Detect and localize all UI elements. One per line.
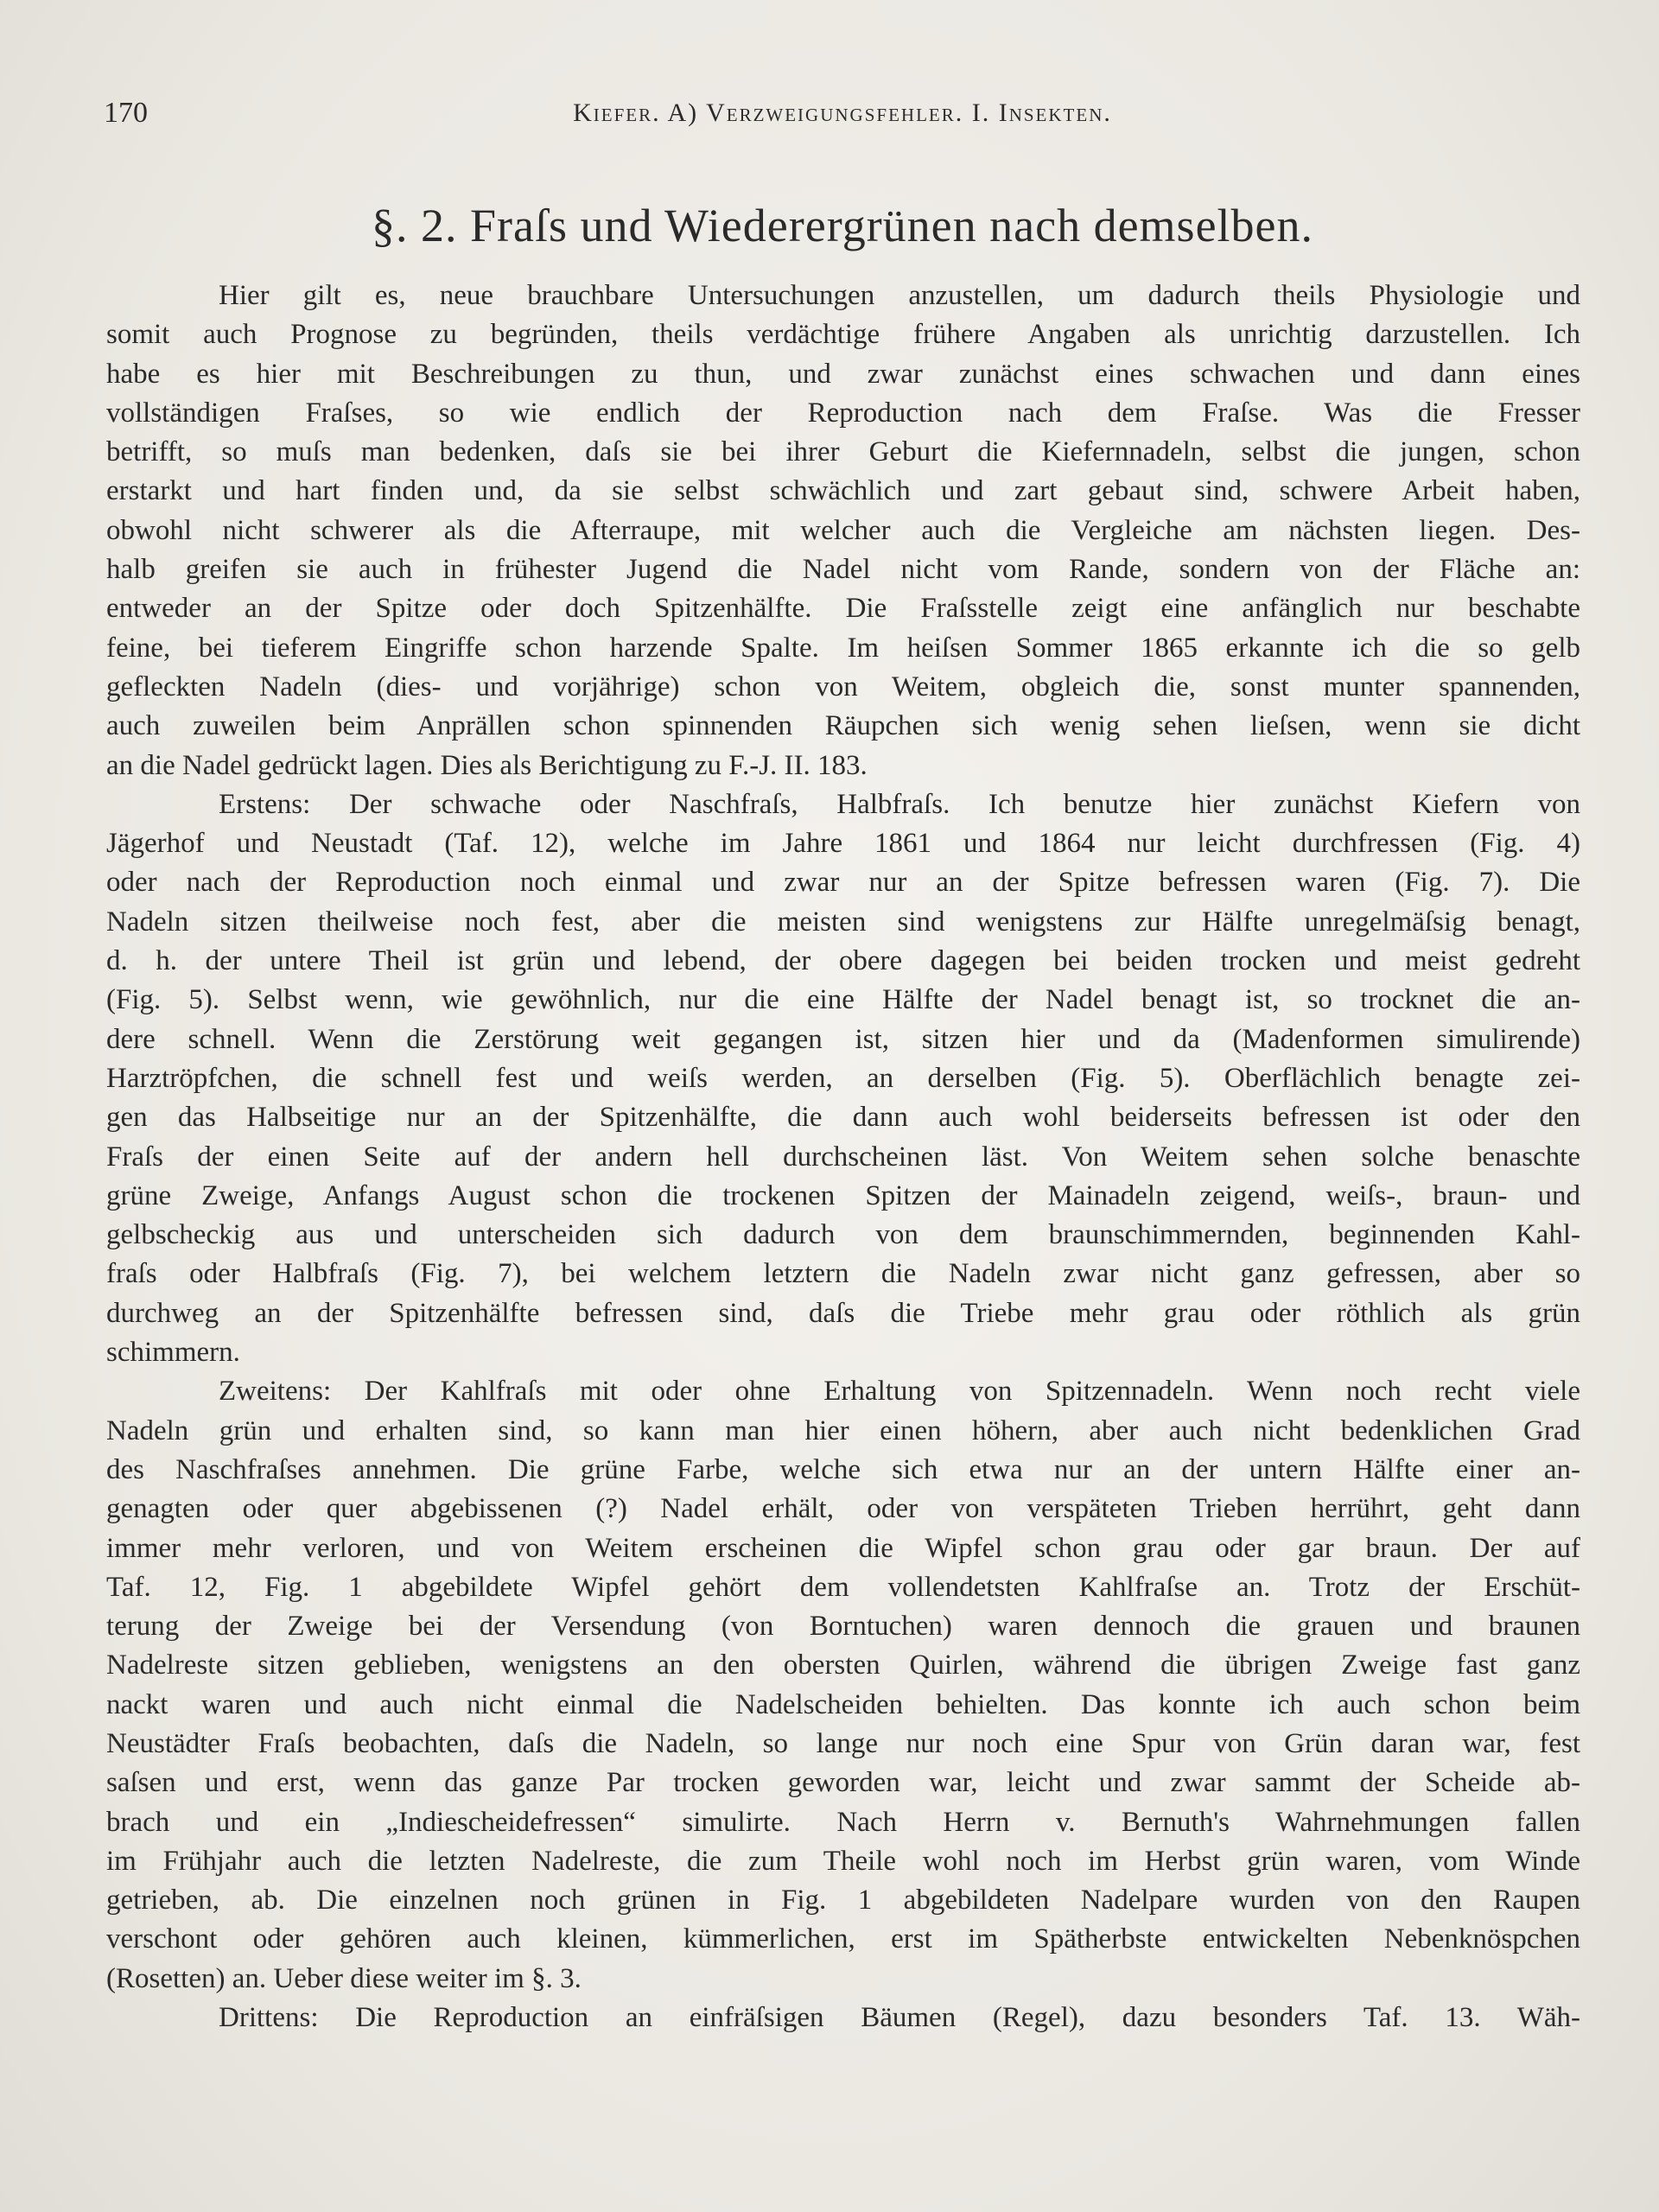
text-line: fraſs oder Halbfraſs (Fig. 7), bei welchem letztern die Nadeln zwar nicht ganz gefressen, aber so	[106, 1258, 1580, 1290]
text-line: nackt waren und auch nicht einmal die Nadelscheiden behielten. Das konnte ich auch schon beim	[106, 1688, 1580, 1720]
text-line: habe es hier mit Beschreibungen zu thun, und zwar zunächst eines schwachen und dann eines	[106, 358, 1580, 390]
text-line-zweitens: Zweitens: Der Kahlfraſs mit oder ohne Erhaltung von Spitzennadeln. Wenn noch recht viele	[219, 1376, 1580, 1408]
text-line: gefleckten Nadeln (dies- und vorjährige) schon von Weitem, obgleich die, sonst munter spannenden,	[106, 671, 1580, 702]
text-line: vollständigen Fraſses, so wie endlich der Reproduction nach dem Fraſse. Was die Fresser	[106, 397, 1580, 429]
text-line: gelbscheckig aus und unterscheiden sich dadurch von dem braunschimmernden, beginnenden Kahl-	[106, 1219, 1580, 1251]
text-line: genagten oder quer abgebissenen (?) Nadel erhält, oder von verspäteten Trieben herrührt, geht dann	[106, 1493, 1580, 1525]
text-line: oder nach der Reproduction noch einmal und zwar nur an der Spitze befressen waren (Fig. 7). Die	[106, 867, 1580, 899]
text-line: entweder an der Spitze oder doch Spitzenhälfte. Die Fraſsstelle zeigt eine anfänglich nur beschabte	[106, 593, 1580, 625]
text-line: halb greifen sie auch in frühester Jugend die Nadel nicht vom Rande, sondern von der Fläche an:	[106, 554, 1580, 586]
text-line: grüne Zweige, Anfangs August schon die trockenen Spitzen der Mainadeln zeigend, weiſs-, braun- und	[106, 1179, 1580, 1211]
text-line: verschont oder gehören auch kleinen, kümmerlichen, erst im Spätherbste entwickelten Nebenknöspchen	[106, 1923, 1580, 1955]
text-line: gen das Halbseitige nur an der Spitzenhälfte, die dann auch wohl beiderseits befressen ist oder den	[106, 1102, 1580, 1134]
text-line: Nadelreste sitzen geblieben, wenigstens an den obersten Quirlen, während die übrigen Zweige fast ganz	[106, 1649, 1580, 1681]
text-line: auch zuweilen beim Anprällen schon spinnenden Räupchen sich wenig sehen lieſsen, wenn sie dicht	[106, 710, 1580, 742]
text-line: Harztröpfchen, die schnell fest und weiſs werden, an derselben (Fig. 5). Oberflächlich benagte zei-	[106, 1062, 1580, 1094]
text-line: Nadeln sitzen theilweise noch fest, aber die meisten sind wenigstens zur Hälfte unregelmäſsig benagt,	[106, 906, 1580, 938]
text-line: schimmern.	[106, 1337, 240, 1369]
text-line: Fraſs der einen Seite auf der andern hell durchscheinen läst. Von Weitem sehen solche benaschte	[106, 1141, 1580, 1173]
text-line: betrifft, so muſs man bedenken, daſs sie bei ihrer Geburt die Kiefernnadeln, selbst die jungen, schon	[106, 436, 1580, 468]
text-line: (Fig. 5). Selbst wenn, wie gewöhnlich, nur die eine Hälfte der Nadel benagt ist, so trocknet die an-	[106, 984, 1580, 1016]
text-line: Nadeln grün und erhalten sind, so kann man hier einen höhern, aber auch nicht bedenklichen Grad	[106, 1414, 1580, 1446]
text-line: (Rosetten) an. Ueber diese weiter im §. 3.	[106, 1962, 582, 1994]
text-line: an die Nadel gedrückt lagen. Dies als Berichtigung zu F.-J. II. 183.	[106, 749, 868, 781]
section-title: §. 2. Fraſs und Wiederergrünen nach demselben.	[371, 200, 1314, 251]
text-line: obwohl nicht schwerer als die Afterraupe, mit welcher auch die Vergleiche am nächsten liegen. Des-	[106, 514, 1580, 546]
text-line: feine, bei tieferem Eingriffe schon harzende Spalte. Im heiſsen Sommer 1865 erkannte ich die so gelb	[106, 632, 1580, 664]
page-header	[104, 97, 1581, 140]
text-line: somit auch Prognose zu begründen, theils verdächtige frühere Angaben als unrichtig darzustellen. Ich	[106, 319, 1580, 351]
text-line: durchweg an der Spitzenhälfte befressen sind, daſs die Triebe mehr grau oder röthlich als grün	[106, 1297, 1580, 1329]
text-line: Taf. 12, Fig. 1 abgebildete Wipfel gehört dem vollendetsten Kahlfraſse an. Trotz der Erschüt-	[106, 1571, 1580, 1603]
text-line: immer mehr verloren, und von Weitem erscheinen die Wipfel schon grau oder gar braun. Der auf	[106, 1532, 1580, 1564]
text-line: Neustädter Fraſs beobachten, daſs die Nadeln, so lange nur noch eine Spur von Grün daran war, fest	[106, 1727, 1580, 1759]
text-line: erstarkt und hart finden und, da sie selbst schwächlich und zart gebaut sind, schwere Arbeit haben,	[106, 475, 1580, 507]
text-line: terung der Zweige bei der Versendung (von Borntuchen) waren dennoch die grauen und braunen	[106, 1611, 1580, 1643]
body-text	[106, 276, 1580, 2037]
text-line: des Naschfraſses annehmen. Die grüne Farbe, welche sich etwa nur an der untern Hälfte einer an-	[106, 1453, 1580, 1485]
text-line: dere schnell. Wenn die Zerstörung weit gegangen ist, sitzen hier und da (Madenformen simulirende)	[106, 1023, 1580, 1055]
page-number: 170	[104, 97, 148, 129]
text-line: brach und ein „Indiescheidefressen“ simulirte. Nach Herrn v. Bernuth's Wahrnehmungen fallen	[106, 1806, 1580, 1838]
text-line: Jägerhof und Neustadt (Taf. 12), welche im Jahre 1861 und 1864 nur leicht durchfressen (Fig. 4)	[106, 828, 1580, 860]
text-line: Hier gilt es, neue brauchbare Untersuchungen anzustellen, um dadurch theils Physiologie und	[219, 280, 1580, 311]
text-line-drittens: Drittens: Die Reproduction an einfräſsigen Bäumen (Regel), dazu besonders Taf. 13. Wäh-	[219, 2002, 1580, 2034]
text-line: saſsen und erst, wenn das ganze Par trocken geworden war, leicht und zwar sammt der Scheide ab-	[106, 1767, 1580, 1799]
running-title: Kiefer. A) Verzweigungsfehler. I. Insekten.	[573, 99, 1112, 127]
text-line: im Frühjahr auch die letzten Nadelreste, die zum Theile wohl noch im Herbst grün waren, vom Winde	[106, 1845, 1580, 1877]
text-line: d. h. der untere Theil ist grün und lebend, der obere dagegen bei beiden trocken und meist gedreht	[106, 945, 1580, 977]
text-line: getrieben, ab. Die einzelnen noch grünen in Fig. 1 abgebildeten Nadelpare wurden von den Raupen	[106, 1885, 1580, 1916]
text-line-erstens: Erstens: Der schwache oder Naschfraſs, Halbfraſs. Ich benutze hier zunächst Kiefern von	[219, 788, 1580, 820]
